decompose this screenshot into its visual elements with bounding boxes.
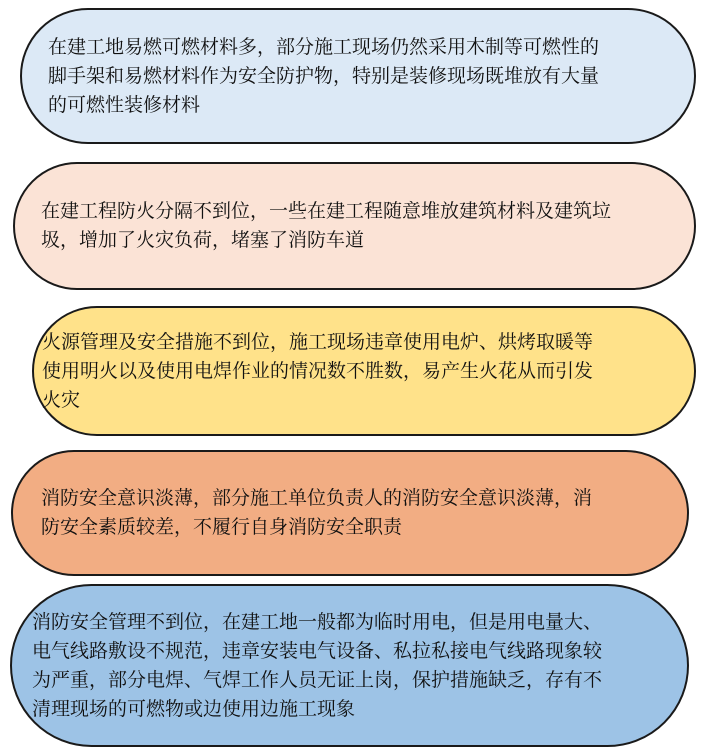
fire-risk-text-safety-management: 消防安全管理不到位，在建工地一般都为临时用电，但是用电量大、 电气线路敷设不规范，违章安装电气设备、私拉私接电气线路现象较 为严重，部分电焊、气焊工作人员无证上岗，保护措施缺乏，存有不 清理现场的可燃物或边使用边施工现象 xyxy=(32,610,603,720)
fire-risk-text-ignition-sources: 火源管理及安全措施不到位，施工现场违章使用电炉、烘烤取暖等 使用明火以及使用电焊作业的情况数不胜数，易产生火花从而引发 火灾 xyxy=(42,330,594,411)
fire-risk-box-safety-awareness xyxy=(11,450,689,576)
fire-risk-box-flammable-materials xyxy=(20,8,696,144)
fire-risk-box-ignition-sources xyxy=(32,306,696,436)
fire-risk-text-flammable-materials: 在建工地易燃可燃材料多，部分施工现场仍然采用木制等可燃性的 脚手架和易燃材料作为安全防护物，特别是装修现场既堆放有大量 的可燃性装修材料 xyxy=(48,35,600,116)
fire-risk-box-safety-management xyxy=(10,584,689,747)
fire-risk-text-safety-awareness: 消防安全意识淡薄，部分施工单位负责人的消防安全意识淡薄，消 防安全素质较差，不履行自身消防安全职责 xyxy=(41,487,593,538)
fire-risk-box-fire-separation xyxy=(13,162,696,290)
fire-risk-text-fire-separation: 在建工程防火分隔不到位，一些在建工程随意堆放建筑材料及建筑垃 圾，增加了火灾负荷，堵塞了消防车道 xyxy=(41,200,612,251)
